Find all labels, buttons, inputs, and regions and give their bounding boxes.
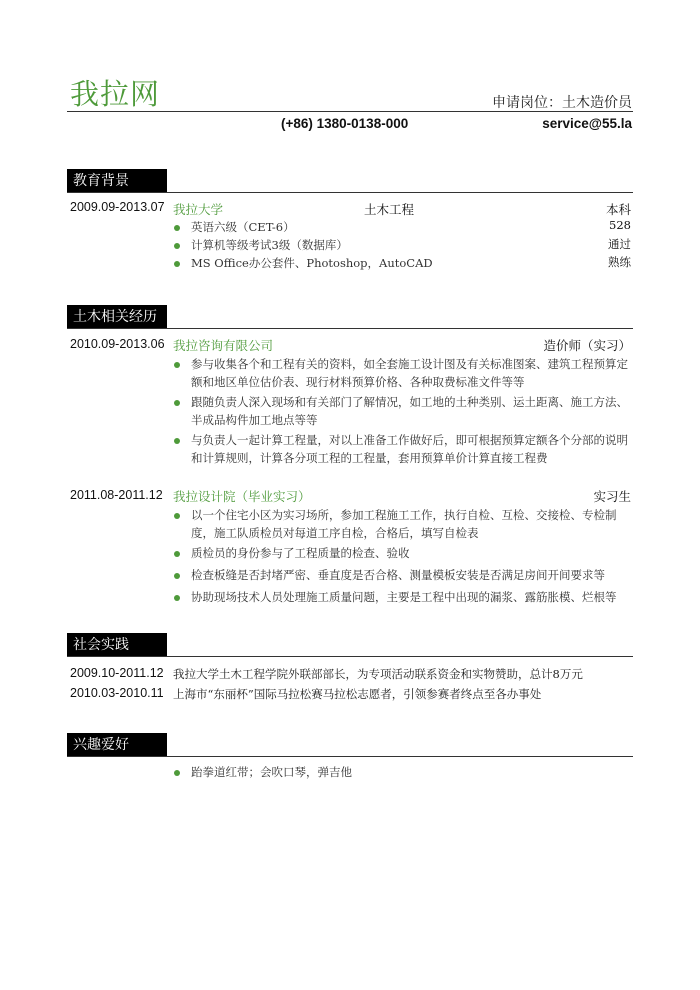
education-item-text: MS Office办公套件、Photoshop，AutoCAD (191, 256, 433, 270)
job-title: 申请岗位：土木造价员 (492, 95, 632, 111)
degree: 本科 (605, 202, 631, 217)
section-heading-hobbies: 兴趣爱好 (67, 733, 167, 757)
bullet-dot (174, 551, 180, 557)
job-role: 实习生 (593, 489, 631, 504)
job-duty: 协助现场技术人员处理施工质量问题，主要是工程中出现的漏浆、露筋胀模、烂根等 (191, 590, 617, 604)
job-duty: 与负责人一起计算工程量，对以上准备工作做好后，即可根据预算定额各个分部的说明和计算规则，计算各分项工程的工程量，套用预算单价计算直接工程费 (191, 433, 628, 465)
school-name: 我拉大学 (173, 202, 224, 217)
job-organization: 我拉设计院（毕业实习） (173, 489, 311, 504)
section-divider (67, 192, 633, 193)
job-duty: 检查板缝是否封堵严密、垂直度是否合格、测量模板安装是否满足房间开间要求等 (191, 568, 605, 582)
job-duty: 以一个住宅小区为实习场所，参加工程施工工作，执行自检、互检、交接检、专检制度，施工队质检员对每道工序自检，合格后，填写自检表 (191, 508, 617, 540)
bullet-dot (174, 400, 180, 406)
bullet-dot (174, 261, 180, 267)
social-text: 我拉大学土木工程学院外联部部长，为专项活动联系资金和实物赞助，总计8万元 (173, 667, 583, 681)
major: 土木工程 (364, 202, 415, 217)
education-date: 2009.09-2013.07 (70, 200, 165, 214)
section-divider (67, 328, 633, 329)
header-divider (67, 111, 633, 112)
section-heading-social: 社会实践 (67, 633, 167, 657)
bullet-dot (174, 595, 180, 601)
social-text: 上海市“东丽杯”国际马拉松赛马拉松志愿者，引领参赛者终点至各办事处 (173, 687, 542, 701)
education-item-value: 528 (609, 218, 631, 232)
job-date: 2010.09-2013.06 (70, 337, 165, 351)
bullet-dot (174, 362, 180, 368)
education-item-value: 通过 (608, 237, 631, 251)
section-heading-experience: 土木相关经历 (67, 305, 167, 329)
job-role: 造价师（实习） (543, 338, 631, 353)
phone-number: (+86) 1380-0138-000 (281, 116, 409, 131)
job-duty: 质检员的身份参与了工程质量的检查、验收 (191, 546, 410, 560)
section-divider (67, 656, 633, 657)
job-organization: 我拉咨询有限公司 (173, 338, 274, 353)
bullet-dot (174, 225, 180, 231)
candidate-name: 我拉网 (70, 77, 161, 111)
bullet-dot (174, 573, 180, 579)
job-date: 2011.08-2011.12 (70, 488, 163, 502)
job-duty: 参与收集各个和工程有关的资料，如全套施工设计图及有关标准图案、建筑工程预算定额和地区单位估价表、现行材料预算价格、各种取费标准文件等等 (191, 357, 628, 389)
bullet-dot (174, 770, 180, 776)
section-heading-education: 教育背景 (67, 169, 167, 193)
hobby-item: 跆拳道红带；会吹口琴，弹吉他 (191, 765, 352, 779)
email-address: service@55.la (542, 116, 632, 131)
social-date: 2009.10-2011.12 (70, 666, 164, 680)
job-duty: 跟随负责人深入现场和有关部门了解情况，如工地的土种类别、运土距离、施工方法、半成品构件加工地点等等 (191, 395, 628, 427)
social-date: 2010.03-2010.11 (70, 686, 164, 700)
education-item-value: 熟练 (608, 255, 631, 269)
education-item-text: 英语六级（CET-6） (191, 220, 295, 234)
bullet-dot (174, 513, 180, 519)
bullet-dot (174, 438, 180, 444)
section-divider (67, 756, 633, 757)
bullet-dot (174, 243, 180, 249)
education-item-text: 计算机等级考试3级（数据库） (191, 238, 348, 252)
